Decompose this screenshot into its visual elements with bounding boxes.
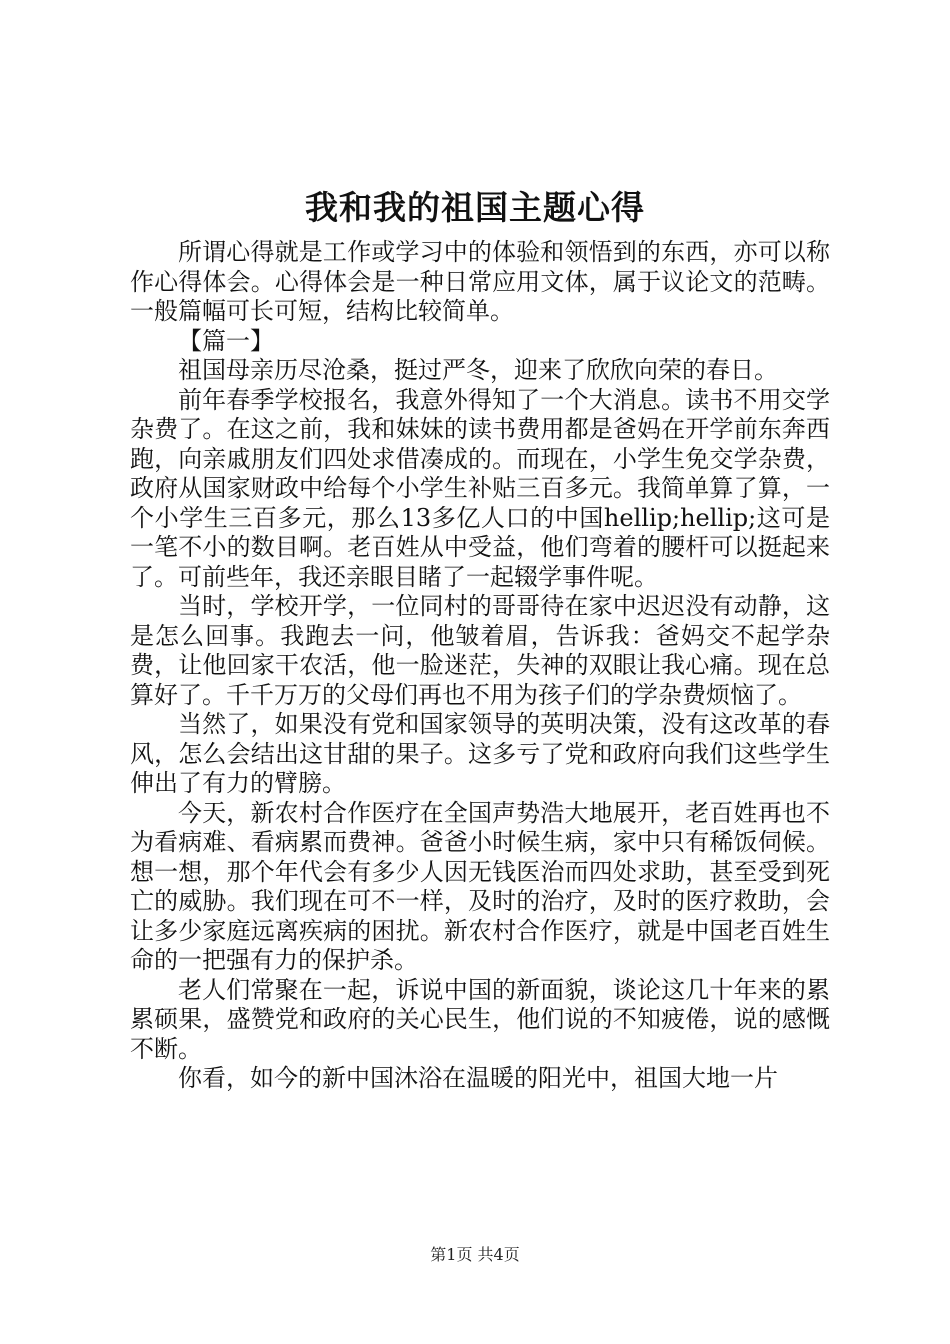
- page-indicator: 第1页 共4页: [430, 1245, 520, 1264]
- document-title: 我和我的祖国主题心得: [305, 188, 645, 227]
- paragraph: 今天，新农村合作医疗在全国声势浩大地展开，老百姓再也不为看病难、看病累而费神。爸爸小时候生病，家中只有稀饭伺候。想一想，那个年代会有多少人因无钱医治而四处求助，甚至受到死亡的威胁。我们现在可不一样，及时的治疗，及时的医疗救助，会让多少家庭远离疾病的困扰。新农村合作医疗，就是中国老百姓生命的一把强有力的保护杀。: [130, 798, 830, 974]
- paragraph: 当然了，如果没有党和国家领导的英明决策，没有这改革的春风，怎么会结出这甘甜的果子。这多亏了党和政府向我们这些学生伸出了有力的臂膀。: [130, 710, 830, 797]
- paragraph-intro: 所谓心得就是工作或学习中的体验和领悟到的东西，亦可以称作心得体会。心得体会是一种日常应用文体，属于议论文的范畴。一般篇幅可长可短，结构比较简单。: [130, 238, 830, 325]
- paragraph: 老人们常聚在一起，诉说中国的新面貌，谈论这几十年来的累累硕果，盛赞党和政府的关心民生，他们说的不知疲倦，说的感慨不断。: [130, 975, 830, 1063]
- document-body: [130, 238, 830, 1094]
- section-heading: 【篇一】: [178, 326, 274, 355]
- paragraph: 前年春季学校报名，我意外得知了一个大消息。读书不用交学杂费了。在这之前，我和妹妹的读书费用都是爸妈在开学前东奔西跑，向亲戚朋友们四处求借凑成的。而现在，小学生免交学杂费，政府从国家财政中给每个小学生补贴三百多元。我简单算了算，一个小学生三百多元，那么13多亿人口的中国hellip;hellip;这可是一笔不小的数目啊。老百姓从中受益，他们弯着的腰杆可以挺起来了。可前些年，我还亲眼目睹了一起辍学事件呢。: [130, 385, 830, 591]
- page-footer: [0, 1244, 950, 1266]
- paragraph: 当时，学校开学，一位同村的哥哥待在家中迟迟没有动静，这是怎么回事。我跑去一问，他皱着眉，告诉我：爸妈交不起学杂费，让他回家干农活，他一脸迷茫，失神的双眼让我心痛。现在总算好了。千千万万的父母们再也不用为孩子们的学杂费烦恼了。: [130, 592, 830, 709]
- paragraph: 你看，如今的新中国沐浴在温暖的阳光中，祖国大地一片: [178, 1064, 778, 1092]
- paragraph: 祖国母亲历尽沧桑，挺过严冬，迎来了欣欣向荣的春日。: [178, 356, 778, 384]
